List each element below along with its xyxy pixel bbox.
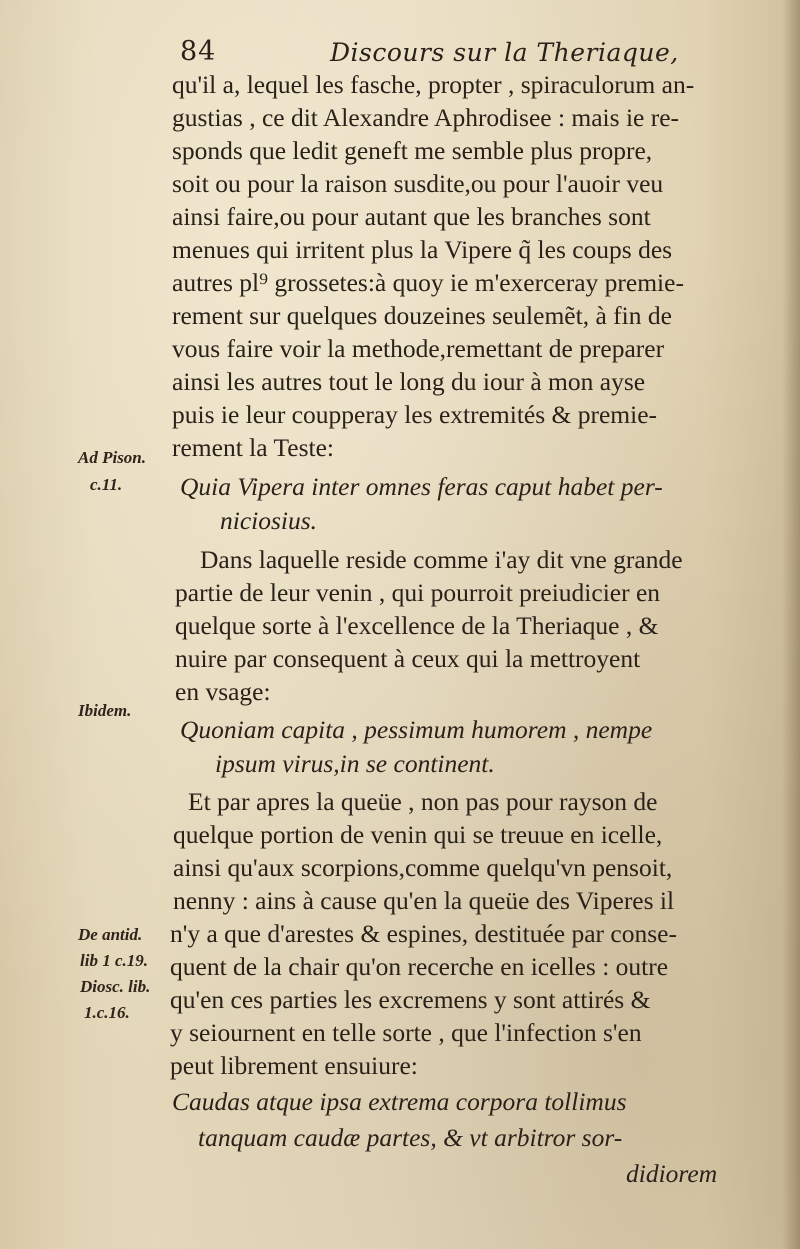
margin-note: Ad Pison. bbox=[78, 448, 147, 467]
margin-note: c.11. bbox=[90, 475, 123, 494]
text-line: Dans laquelle reside comme i'ay dit vne grande bbox=[200, 545, 683, 574]
margin-note: 1.c.16. bbox=[84, 1003, 130, 1022]
text-line: Et par apres la queüe , non pas pour rayson de bbox=[188, 787, 658, 816]
text-line: n'y a que d'arestes & espines, destituée par conse- bbox=[170, 919, 677, 948]
text-line: soit ou pour la raison susdite,ou pour l'auoir veu bbox=[172, 169, 664, 198]
margin-note: lib 1 c.19. bbox=[80, 951, 148, 970]
page-edge-shadow bbox=[782, 0, 800, 1249]
latin-quote-line: tanquam caudæ partes, & vt arbitror sor- bbox=[198, 1123, 623, 1152]
running-title: Discours sur la Theriaque, bbox=[330, 38, 679, 67]
text-line: partie de leur venin , qui pourroit preiudicier en bbox=[175, 578, 661, 607]
text-line: autres pl⁹ grossetes:à quoy ie m'exerceray premie- bbox=[172, 268, 684, 297]
text-line: quelque portion de venin qui se treuue en icelle, bbox=[173, 820, 663, 849]
page-number: 84 bbox=[180, 36, 217, 67]
text-line: quelque sorte à l'excellence de la Theriaque , & bbox=[175, 611, 659, 640]
latin-quote-line: ipsum virus,in se continent. bbox=[215, 749, 495, 778]
text-line: ainsi faire,ou pour autant que les branches sont bbox=[172, 202, 651, 231]
text-line: ainsi les autres tout le long du iour à mon ayse bbox=[172, 367, 646, 396]
margin-note: Ibidem. bbox=[78, 701, 132, 720]
text-line: puis ie leur coupperay les extremités & premie- bbox=[172, 400, 658, 429]
text-line: rement sur quelques douzeines seulemẽt, à fin de bbox=[172, 301, 672, 330]
margin-note: Diosc. lib. bbox=[80, 977, 151, 996]
text-line: gustias , ce dit Alexandre Aphrodisee : mais ie re- bbox=[172, 103, 680, 132]
latin-quote-line: Quia Vipera inter omnes feras caput habet per- bbox=[180, 472, 663, 501]
margin-note: De antid. bbox=[78, 925, 143, 944]
text-line: vous faire voir la methode,remettant de preparer bbox=[172, 334, 665, 363]
text-line: peut librement ensuiure: bbox=[170, 1051, 418, 1080]
text-line: qu'il a, lequel les fasche, propter , spiraculorum an- bbox=[172, 70, 695, 99]
text-line: sponds que ledit geneft me semble plus propre, bbox=[172, 136, 653, 165]
text-line: rement la Teste: bbox=[172, 433, 335, 462]
latin-quote-line: didiorem bbox=[626, 1159, 718, 1188]
text-line: en vsage: bbox=[175, 677, 271, 706]
text-line: y seiournent en telle sorte , que l'infection s'en bbox=[170, 1018, 642, 1047]
text-line: quent de la chair qu'on recerche en icelles : outre bbox=[170, 952, 669, 981]
text-line: qu'en ces parties les excremens y sont attirés & bbox=[170, 985, 651, 1014]
text-line: nenny : ains à cause qu'en la queüe des Viperes il bbox=[173, 886, 675, 915]
latin-quote-line: niciosius. bbox=[220, 506, 318, 535]
text-line: ainsi qu'aux scorpions,comme quelqu'vn pensoit, bbox=[173, 853, 673, 882]
text-line: menues qui irritent plus la Vipere q̃ les coups des bbox=[172, 235, 673, 264]
latin-quote-line: Quoniam capita , pessimum humorem , nempe bbox=[180, 715, 653, 744]
latin-quote-line: Caudas atque ipsa extrema corpora tollimus bbox=[172, 1087, 627, 1116]
text-line: nuire par consequent à ceux qui la mettroyent bbox=[175, 644, 641, 673]
